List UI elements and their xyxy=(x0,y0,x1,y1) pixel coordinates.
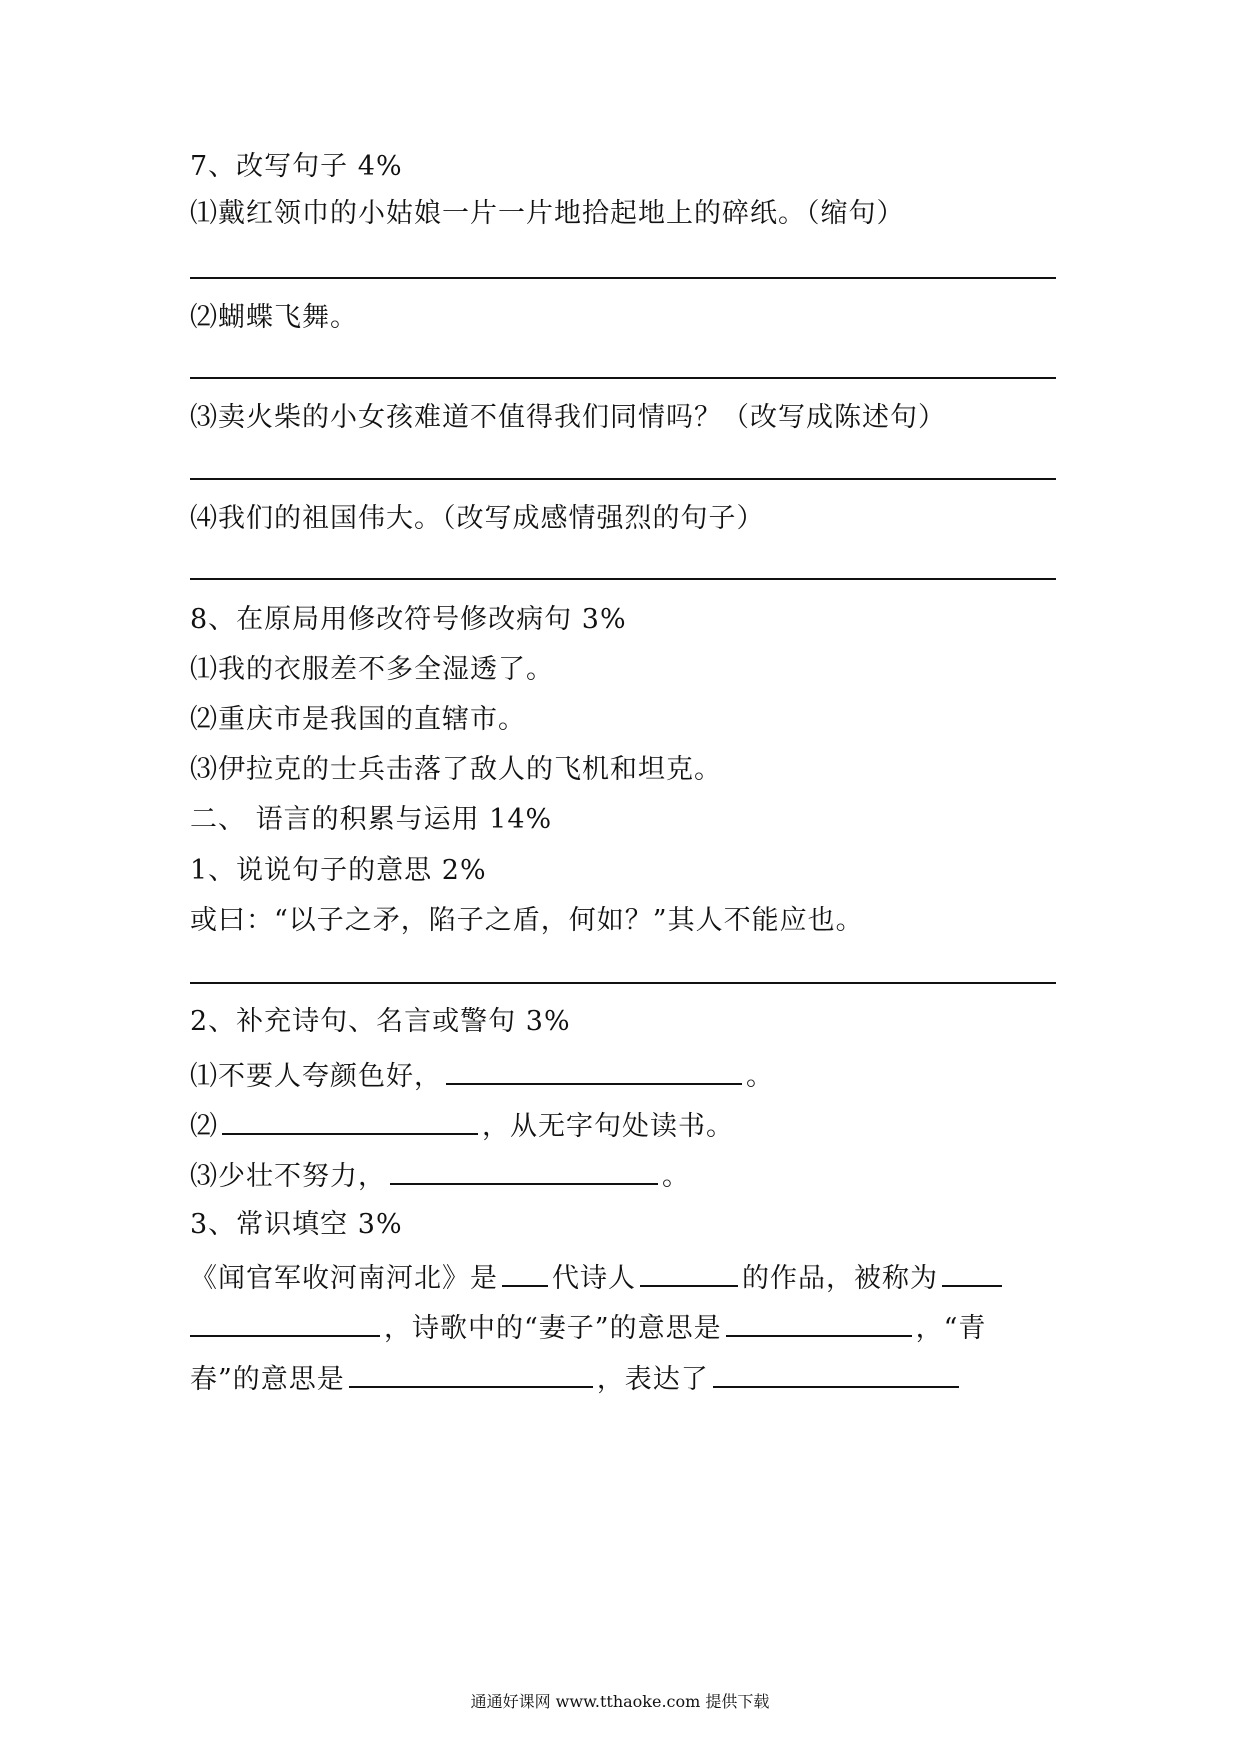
q8-item-3: ⑶伊拉克的士兵击落了敌人的飞机和坦克。 xyxy=(190,754,722,785)
s2-q2-title: 2、补充诗句、名言或警句 3% xyxy=(190,1006,571,1037)
s2-q3-blank-qizi[interactable] xyxy=(726,1309,912,1337)
s2-q2-item-2 xyxy=(190,1107,734,1144)
s2-q2-blank-3[interactable] xyxy=(390,1157,658,1185)
s2-q2-item-2-pre: ⑵ xyxy=(190,1111,218,1142)
s2-q1-answer-line[interactable] xyxy=(190,982,1056,984)
s2-q3-blank-dynasty[interactable] xyxy=(502,1259,548,1287)
q7-answer-line-2[interactable] xyxy=(190,377,1056,379)
s2-q2-item-1-pre: ⑴不要人夸颜色好， xyxy=(190,1061,442,1092)
s2-q2-item-1 xyxy=(190,1057,774,1094)
section-2-title: 二、 语言的积累与运用 14% xyxy=(190,804,553,835)
q7-item-1: ⑴戴红领巾的小姑娘一片一片地拾起地上的碎纸。（缩句） xyxy=(190,198,905,229)
s2-q3-blank-title-b[interactable] xyxy=(190,1309,380,1337)
q7-item-3: ⑶卖火柴的小女孩难道不值得我们同情吗？（改写成陈述句） xyxy=(190,402,946,433)
q7-answer-line-3[interactable] xyxy=(190,478,1056,480)
q7-answer-line-4[interactable] xyxy=(190,578,1056,580)
s2-q3-blank-poet[interactable] xyxy=(640,1259,738,1287)
q7-item-2: ⑵蝴蝶飞舞。 xyxy=(190,302,358,333)
s2-q3-line-1-a: 《闻官军收河南河北》是 xyxy=(190,1263,498,1294)
s2-q3-blank-qingchun[interactable] xyxy=(349,1360,593,1388)
s2-q3-line-1-c: 的作品，被称为 xyxy=(742,1263,938,1294)
q8-title: 8、在原局用修改符号修改病句 3% xyxy=(190,604,627,635)
page-footer: 通通好课网 www.tthaoke.com 提供下载 xyxy=(470,1692,770,1711)
s2-q2-item-3-post: 。 xyxy=(662,1161,690,1192)
s2-q1-title: 1、说说句子的意思 2% xyxy=(190,855,487,886)
s2-q2-item-3-pre: ⑶少壮不努力， xyxy=(190,1161,386,1192)
q7-item-4: ⑷我们的祖国伟大。（改写成感情强烈的句子） xyxy=(190,503,765,534)
s2-q1-text: 或曰：“以子之矛，陷子之盾，何如？”其人不能应也。 xyxy=(190,905,864,936)
s2-q3-line-3-a: 春”的意思是 xyxy=(190,1364,345,1395)
s2-q3-line-3-b: ，表达了 xyxy=(596,1364,709,1395)
q8-item-2: ⑵重庆市是我国的直辖市。 xyxy=(190,704,526,735)
s2-q3-line-2-b: ，“青 xyxy=(915,1313,987,1344)
s2-q3-blank-title-a[interactable] xyxy=(942,1259,1002,1287)
q7-answer-line-1[interactable] xyxy=(190,277,1056,279)
s2-q3-title: 3、常识填空 3% xyxy=(190,1209,403,1240)
s2-q3-line-2-a: ，诗歌中的“妻子”的意思是 xyxy=(384,1313,722,1344)
s2-q2-item-2-post: ，从无字句处读书。 xyxy=(482,1111,734,1142)
s2-q3-line-3 xyxy=(190,1360,959,1397)
q7-title: 7、改写句子 4% xyxy=(190,151,403,182)
s2-q2-item-3 xyxy=(190,1157,690,1194)
s2-q3-line-1-b: 代诗人 xyxy=(552,1263,636,1294)
s2-q3-line-2 xyxy=(190,1309,986,1346)
q8-item-1: ⑴我的衣服差不多全湿透了。 xyxy=(190,654,554,685)
s2-q2-blank-1[interactable] xyxy=(446,1057,742,1085)
s2-q3-blank-express[interactable] xyxy=(713,1360,959,1388)
s2-q2-item-1-post: 。 xyxy=(746,1061,774,1092)
s2-q2-blank-2[interactable] xyxy=(222,1107,478,1135)
s2-q3-line-1 xyxy=(190,1259,1002,1296)
